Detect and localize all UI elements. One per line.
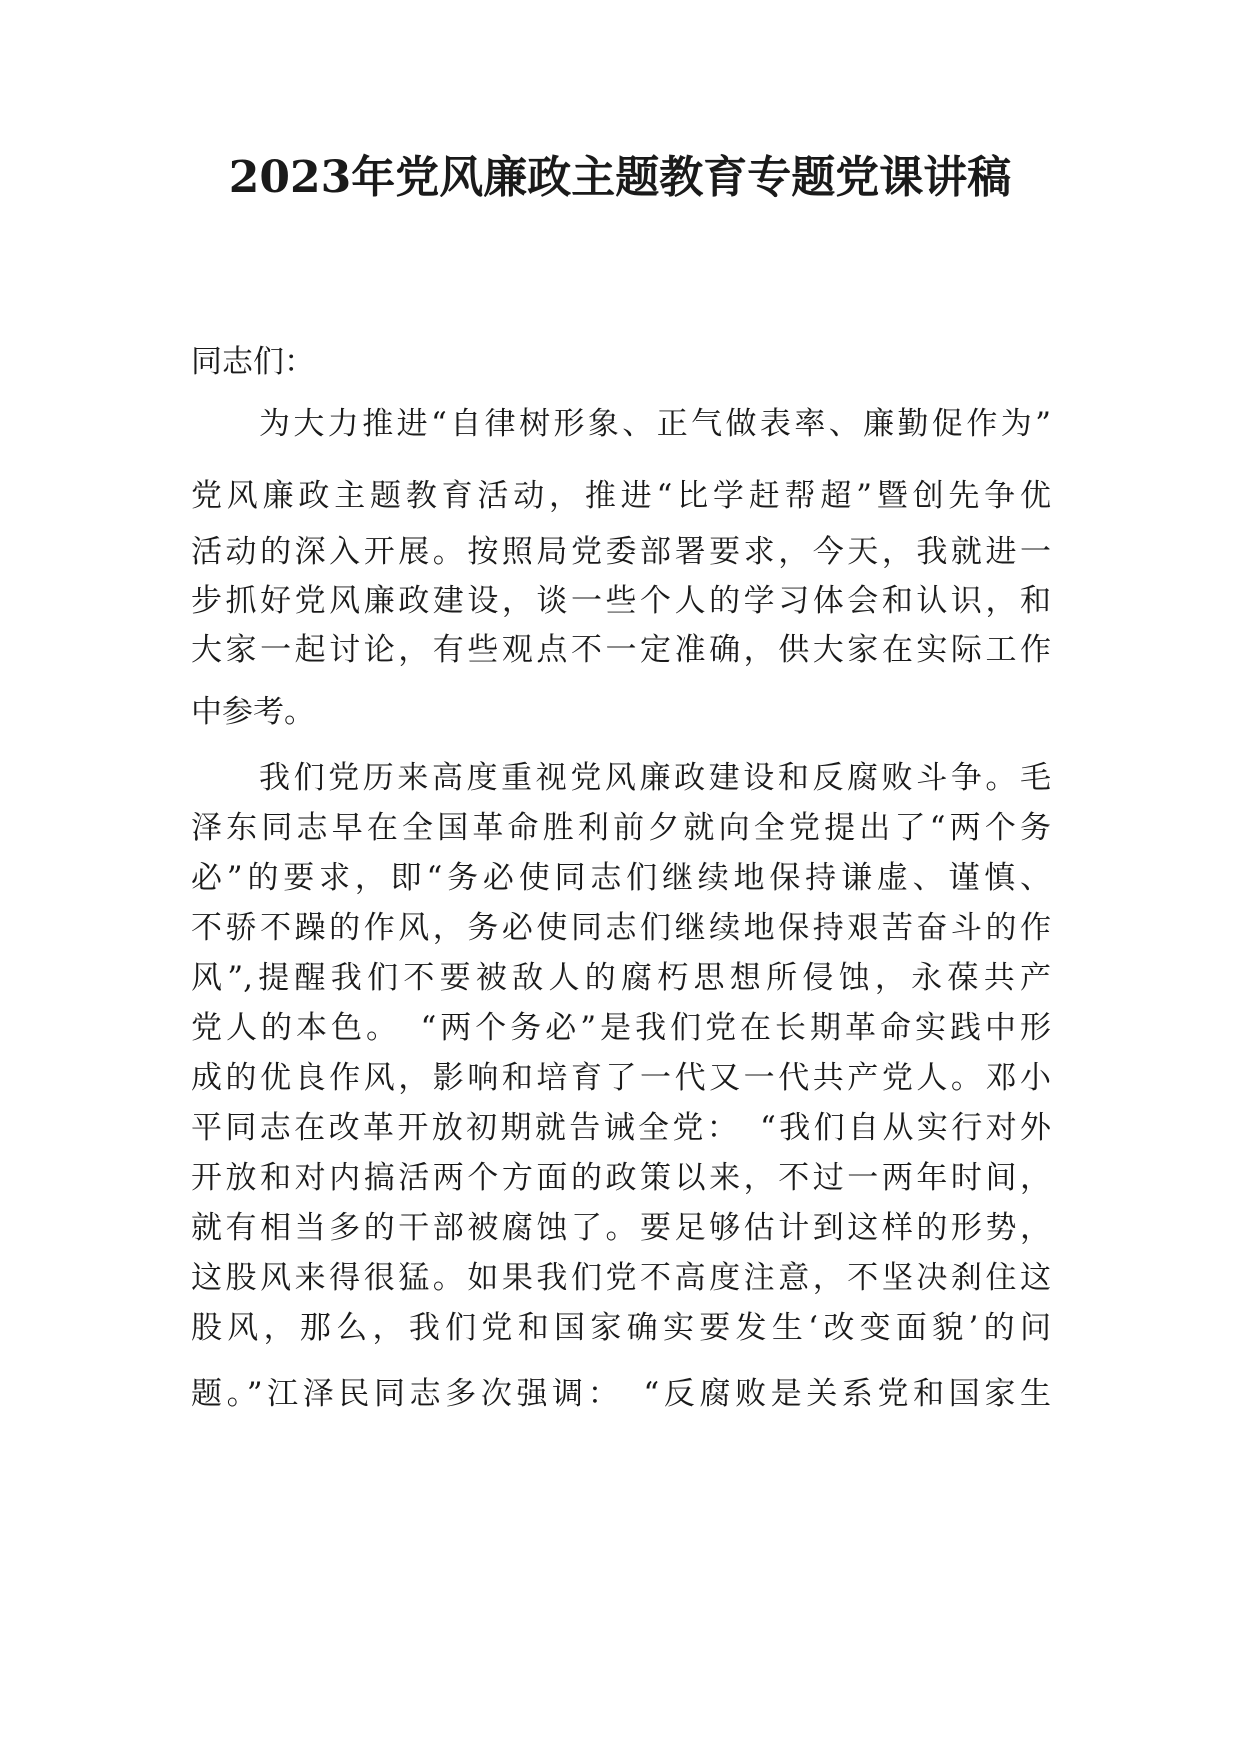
paragraph-2-line: 开放和对内搞活两个方面的政策以来，不过一两年时间， [191,1160,1051,1196]
paragraph-2-line: 风”,提醒我们不要被敌人的腐朽思想所侵蚀，永葆共产 [191,960,1051,996]
paragraph-1-line: 大家一起讨论，有些观点不一定准确，供大家在实际工作 [191,632,1051,668]
salutation: 同志们： [191,344,315,380]
paragraph-1-line: 活动的深入开展。按照局党委部署要求，今天，我就进一 [191,534,1051,570]
paragraph-2-line: 泽东同志早在全国革命胜利前夕就向全党提出了“两个务 [191,810,1051,846]
paragraph-1-line: 中参考。 [191,694,315,730]
paragraph-2-line: 题。”江泽民同志多次强调： “反腐败是关系党和国家生 [191,1376,1051,1412]
paragraph-1-line: 党风廉政主题教育活动，推进“比学赶帮超”暨创先争优 [191,478,1051,514]
document-title: 2023年党风廉政主题教育专题党课讲稿 [228,152,1012,203]
paragraph-1-line: 为大力推进“自律树形象、正气做表率、廉勤促作为” [259,406,1051,442]
paragraph-2-line: 不骄不躁的作风，务必使同志们继续地保持艰苦奋斗的作 [191,910,1051,946]
paragraph-2-line: 平同志在改革开放初期就告诫全党： “我们自从实行对外 [191,1110,1051,1146]
paragraph-2-line: 我们党历来高度重视党风廉政建设和反腐败斗争。毛 [259,760,1051,796]
paragraph-2-line: 必”的要求，即“务必使同志们继续地保持谦虚、谨慎、 [191,860,1051,896]
paragraph-2-line: 股风，那么，我们党和国家确实要发生‘改变面貌’的问 [191,1310,1051,1346]
paragraph-1-line: 步抓好党风廉政建设，谈一些个人的学习体会和认识，和 [191,583,1051,619]
paragraph-2-line: 党人的本色。 “两个务必”是我们党在长期革命实践中形 [191,1010,1051,1046]
paragraph-2-line: 成的优良作风，影响和培育了一代又一代共产党人。邓小 [191,1060,1051,1096]
paragraph-2-line: 就有相当多的干部被腐蚀了。要足够估计到这样的形势， [191,1210,1051,1246]
paragraph-2-line: 这股风来得很猛。如果我们党不高度注意，不坚决刹住这 [191,1260,1051,1296]
